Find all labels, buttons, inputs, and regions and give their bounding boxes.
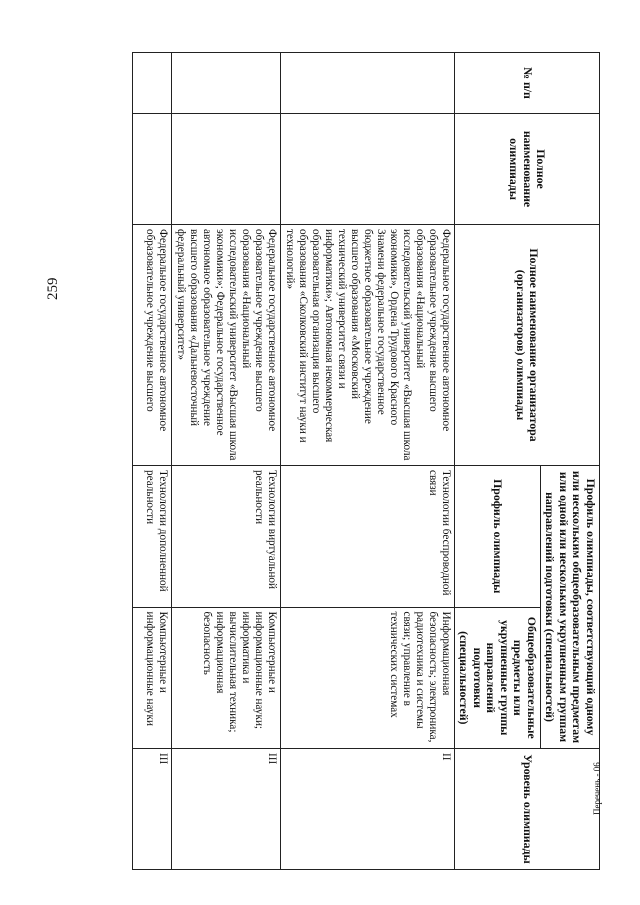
cell-level: III <box>133 749 172 870</box>
cell-subjects: Информационная безопасность; электроника, радиотехника и системы связи; управление в технических системах <box>281 607 455 749</box>
header-name: Полное наименование олимпиады <box>455 114 600 225</box>
cell-organizer: Федеральное государственное автономное образовательное учреждение высшего <box>133 225 172 466</box>
table-row <box>172 53 281 870</box>
header-profile: Профиль олимпиады <box>455 466 541 608</box>
olympiad-table <box>132 52 600 870</box>
header-subjects: Общеобразовательные предметы или укрупненные группы направлений подготовки (специальностей) <box>455 607 541 749</box>
cell-num <box>172 53 281 114</box>
cell-name <box>281 114 455 225</box>
cell-subjects: Компьютерные и информационные науки <box>133 607 172 749</box>
cell-subjects: Компьютерные и информационные науки; информатика и вычислительная техника; информационная безопасность <box>172 607 281 749</box>
cell-organizer: Федеральное государственное автономное образовательное учреждение высшего образования «Национальный исследовательский университет «Высшая школа экономики», Ордена Трудового Красного Знамени федеральное государственное бюджетное образовательное учреждение высшего образования «Московский технический университет связи и информатики»; Автономная некоммерческая образовательная организация высшего образования «Сколковский институт науки и технологий» <box>281 225 455 466</box>
footer-text: Перечень - 06 <box>592 762 602 815</box>
page-number: 259 <box>45 277 61 300</box>
cell-profile: Технологии виртуальной реальности <box>172 466 281 608</box>
cell-name <box>133 114 172 225</box>
olympiad-table-container <box>60 52 600 870</box>
cell-level: II <box>281 749 455 870</box>
header-organizer: Полное наименование организатора (организаторов) олимпиады <box>455 225 600 466</box>
header-num: № п/п <box>455 53 600 114</box>
cell-name <box>172 114 281 225</box>
cell-organizer: Федеральное государственное автономное образовательное учреждение высшего образования «Национальный исследовательский университет «Высшая школа экономики»; Федеральное государственное автономное образовательное учреждение высшего образования «Дальневосточный федеральный университет» <box>172 225 281 466</box>
header-row-1 <box>541 53 600 870</box>
cell-num <box>133 53 172 114</box>
cell-profile: Технологии дополненной реальности <box>133 466 172 608</box>
cell-num <box>281 53 455 114</box>
table-row <box>281 53 455 870</box>
table-row <box>133 53 172 870</box>
cell-profile: Технологии беспроводной связи <box>281 466 455 608</box>
header-profile-group: Профиль олимпиады, соответствующий одному или нескольким общеобразовательным предметам или одной или нескольким укрупненным группам направлений подготовки (специальностей) <box>541 466 600 749</box>
header-level: Уровень олимпиады <box>455 749 600 870</box>
cell-level: III <box>172 749 281 870</box>
